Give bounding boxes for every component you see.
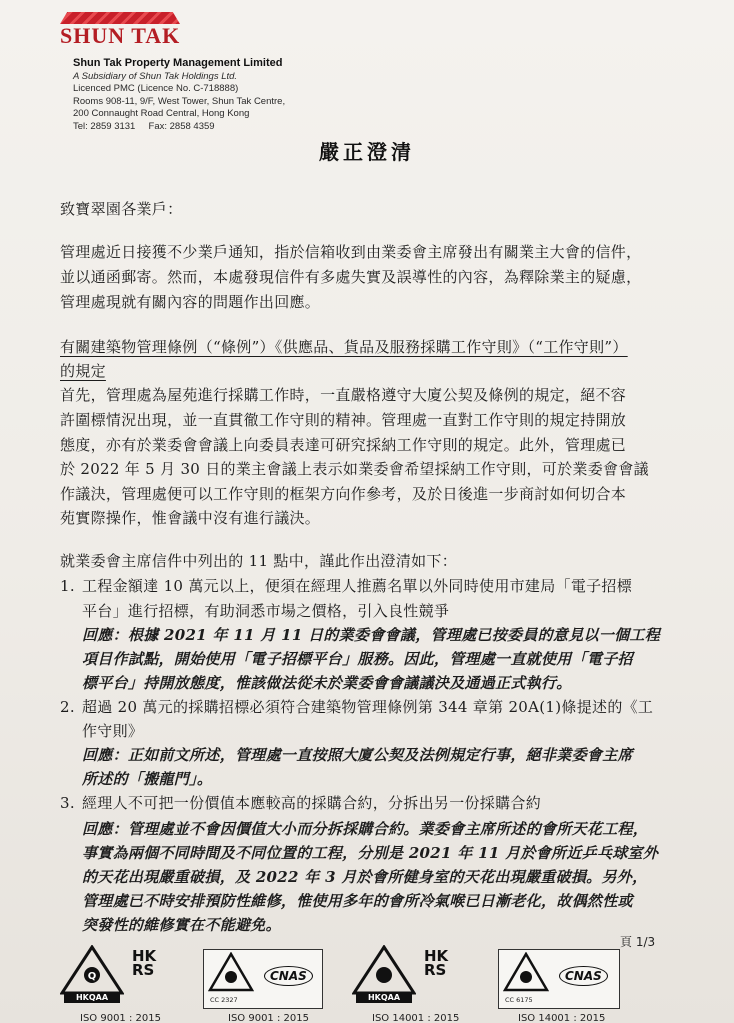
points-intro: 就業委會主席信件中列出的 11 點中，謹此作出澄清如下： <box>60 552 458 570</box>
certification-badge <box>60 945 180 1007</box>
company-address-line1: Rooms 908-11, 9/F, West Tower, Shun Tak Centre, <box>73 95 286 107</box>
hkqaa-label: HKQAA <box>64 993 120 1003</box>
certification-badge <box>203 949 323 1009</box>
iso-label: ISO 14001 : 2015 <box>518 1013 606 1023</box>
point-number: 1. <box>60 577 75 595</box>
point-reply: 標平台」持開放態度，惟該做法從未於業委會會議議決及通過正式執行。 <box>82 674 572 692</box>
point-reply: 突發性的維修實在不能避免。 <box>82 916 281 934</box>
point-reply: 所述的「搬龍門」。 <box>82 770 213 788</box>
point-item <box>60 575 694 596</box>
point-number: 3. <box>60 794 75 812</box>
section-body-line: 許圍標情況出現，並一直貫徹工作守則的精神。管理處一直對工作守則的規定持開放 <box>60 411 627 429</box>
certified-company-icon <box>503 952 549 992</box>
section-body-line: 態度，亦有於業委會會議上向委員表達可研究採納工作守則的規定。此外，管理處已 <box>60 436 627 454</box>
point-reply: 回應：正如前文所述，管理處一直按照大廈公契及法例規定行事，絕非業委會主席 <box>82 746 633 764</box>
point-number: 2. <box>60 698 75 716</box>
hkqaa-triangle-icon <box>352 945 416 1003</box>
iso-label: ISO 14001 : 2015 <box>372 1013 460 1023</box>
point-text: 工程金額達 10 萬元以上，便須在經理人推薦名單以外同時使用市建局「電子招標 <box>82 577 633 595</box>
hkrs-mark: HK RS <box>424 947 449 979</box>
cc-number: CC 6175 <box>505 996 533 1004</box>
certification-badge <box>498 949 620 1009</box>
cnas-mark: CNAS <box>559 966 608 986</box>
point-reply: 項目作試點，開始使用「電子招標平台」服務。因此，管理處一直就使用「電子招 <box>82 650 633 668</box>
iso-label: ISO 9001 : 2015 <box>228 1013 309 1023</box>
shun-tak-logo <box>60 12 190 48</box>
cc-number: CC 2327 <box>210 996 238 1004</box>
section-body-line: 作議決，管理處便可以工作守則的框架方向作參考，及於日後進一步商討如何切合本 <box>60 485 627 503</box>
svg-text:Q: Q <box>87 971 97 982</box>
letterhead-address <box>73 57 285 134</box>
section-heading: 有關建築物管理條例（“條例”）《供應品、貨品及服務採購工作守則》（“工作守則”） <box>60 338 628 356</box>
point-text: 平台」進行招標，有助洞悉市場之價格，引入良性競爭 <box>82 602 450 620</box>
point-item <box>60 696 694 717</box>
iso-label: ISO 9001 : 2015 <box>80 1013 161 1023</box>
page-number: 頁 1/3 <box>620 935 656 949</box>
company-name: Shun Tak Property Management Limited <box>73 57 283 69</box>
point-text: 經理人不可把一份價值本應較高的採購合約，分拆出另一份採購合約 <box>82 794 542 812</box>
point-reply: 回應：根據 2021 年 11 月 11 日的業委會會議，管理處已按委員的意見以一個工程 <box>82 626 661 644</box>
point-item <box>60 792 694 813</box>
section-body-line: 首先，管理處為屋苑進行採購工作時，一直嚴格遵守大廈公契及條例的規定，絕不容 <box>60 386 627 404</box>
certification-badge <box>352 945 472 1007</box>
point-reply: 的天花出現嚴重破損，及 2022 年 3 月於會所健身室的天花出現嚴重破損。另外， <box>82 868 648 886</box>
company-tel-fax: Tel: 2859 3131 Fax: 2858 4359 <box>73 120 215 132</box>
salutation: 致寶翠園各業戶： <box>60 200 183 218</box>
section-body-line: 於 2022 年 5 月 30 日的業主會議上表示如業委會希望採納工作守則，可於業委會會議 <box>60 460 649 478</box>
page-title: 嚴正澄清 <box>319 140 415 164</box>
intro-line: 管理處近日接獲不少業戶通知，指於信箱收到由業委會主席發出有關業主大會的信件， <box>60 243 642 261</box>
certified-company-icon <box>208 952 254 992</box>
point-text: 超過 20 萬元的採購招標必須符合建築物管理條例第 344 章第 20A(1)條提述的《工 <box>82 698 654 716</box>
hkqaa-triangle-icon <box>60 945 124 1003</box>
hkrs-mark: HK RS <box>132 947 157 979</box>
point-reply: 事實為兩個不同時間及不同位置的工程，分別是 2021 年 11 月於會所近乒乓球室外 <box>82 844 659 862</box>
company-address-line2: 200 Connaught Road Central, Hong Kong <box>73 108 250 120</box>
section-body-line: 苑實際操作，惟會議中沒有進行議決。 <box>60 509 321 527</box>
point-reply: 管理處已不時安排預防性維修，惟使用多年的會所冷氣喉已日漸老化，故偶然性或 <box>82 892 633 910</box>
intro-line: 並以通函郵寄。然而，本處發現信件有多處失實及誤導性的內容，為釋除業主的疑慮， <box>60 268 642 286</box>
company-licence: Licenced PMC (Licence No. C-718888) <box>73 83 239 95</box>
logo-text: SHUN TAK <box>60 23 181 48</box>
point-reply: 回應：管理處並不會因價值大小而分拆採購合約。業委會主席所述的會所天花工程， <box>82 820 649 838</box>
cnas-mark: CNAS <box>264 966 313 986</box>
point-text: 作守則》 <box>82 722 144 740</box>
intro-line: 管理處現就有關內容的問題作出回應。 <box>60 293 321 311</box>
hkqaa-label: HKQAA <box>356 993 412 1003</box>
section-heading: 的規定 <box>60 362 106 380</box>
company-subsidiary: A Subsidiary of Shun Tak Holdings Ltd. <box>73 70 238 82</box>
